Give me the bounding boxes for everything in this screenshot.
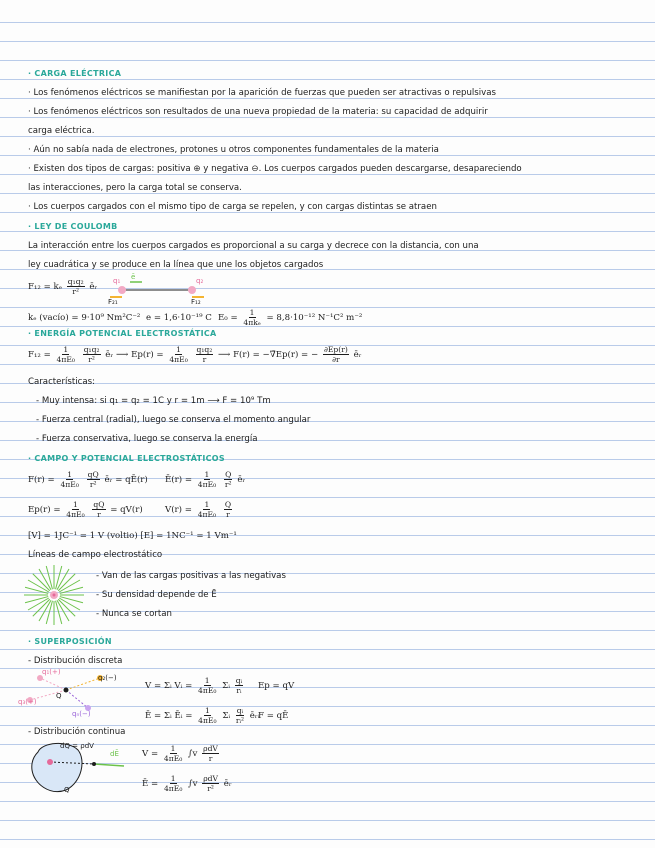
- list-item: - Su densidad depende de Ē: [96, 590, 217, 600]
- numerator: 1: [73, 500, 78, 509]
- denominator: 4πE₀: [169, 355, 188, 364]
- label-qn: qₙ(−): [72, 710, 91, 718]
- denominator: 4πE₀: [56, 355, 75, 364]
- section-title-energia: · ENERGÍA POTENCIAL ELECTROSTÁTICA: [28, 329, 217, 338]
- denominator: r: [208, 754, 213, 763]
- denominator: ∂r: [332, 355, 340, 364]
- integral-symbol: ∫v: [188, 749, 198, 759]
- lineas-title: Líneas de campo electrostático: [28, 550, 163, 560]
- field-line: [25, 597, 48, 603]
- field-line: [46, 601, 52, 624]
- numerator: ∂Ep(r): [323, 345, 348, 354]
- units-line: [V] = 1JC⁻¹ = 1 V (voltio) [E] = 1NC⁻¹ = 1 Vm⁻¹: [28, 531, 237, 541]
- formula-tail: ēᵣ: [89, 282, 98, 292]
- fraction: [163, 774, 183, 793]
- formula-lhs: Ē(r) =: [165, 475, 193, 485]
- denominator: 4πE₀: [60, 480, 79, 489]
- section-title-superposicion: · SUPERPOSICIÓN: [28, 637, 112, 646]
- label-q: Q: [56, 692, 62, 700]
- charge-q2: [188, 286, 196, 294]
- formula-tail: ēᵣ: [223, 779, 232, 789]
- numerator: 1: [204, 676, 210, 685]
- fraction: [56, 345, 76, 364]
- denominator: r²: [207, 784, 214, 793]
- numerator: 1: [63, 345, 69, 354]
- field-line: [56, 566, 62, 589]
- fraction: [224, 500, 232, 519]
- discrete-field-formula: [145, 706, 260, 725]
- numerator: 1: [67, 470, 73, 479]
- label-f12: F₁₂: [191, 298, 201, 306]
- numerator: qᵢ: [236, 706, 244, 715]
- charge-q1: [118, 286, 126, 294]
- label-q1: q₁: [113, 277, 121, 285]
- numerator: 1: [204, 470, 210, 479]
- continuous-potential-formula: [142, 744, 221, 763]
- campo-potential-formula: [165, 500, 234, 519]
- denominator: 4πE₀: [197, 480, 217, 489]
- text-line: ley cuadrática y se produce en la línea que une los objetos cargados: [28, 260, 324, 270]
- sum-symbol: Σᵢ: [222, 711, 231, 721]
- fraction: [163, 744, 183, 763]
- ep-relation: Ep = qV: [258, 681, 295, 691]
- campo-field-formula: [165, 470, 245, 489]
- label-q3: q₃(+): [18, 698, 37, 706]
- section-title-coulomb: · LEY DE COULOMB: [28, 222, 118, 231]
- section-title-carga: · CARGA ELÉCTRICA: [28, 69, 122, 78]
- fraction: [87, 470, 100, 489]
- denominator: 4πE₀: [66, 510, 85, 519]
- formula-lhs: V =: [142, 749, 159, 759]
- text-line: las interacciones, pero la carga total se conserva.: [28, 183, 242, 193]
- text-line: · Aún no sabía nada de electrones, protones u otros componentes fundamentales de la materia: [28, 145, 439, 155]
- fraction: [59, 470, 79, 489]
- field-line: [60, 587, 83, 593]
- text-line: La interacción entre los cuerpos cargados es proporcional a su carga y decrece con la distancia, con una: [28, 241, 479, 251]
- label-de: dĒ: [110, 750, 119, 758]
- campo-force-formula: [28, 470, 148, 489]
- fraction: [67, 277, 85, 296]
- denominator: r: [226, 510, 230, 519]
- integral-symbol: ∫v: [188, 779, 198, 789]
- formula-lhs: Ē =: [142, 779, 159, 789]
- numerator: 1: [204, 500, 210, 509]
- numerator: qᵢ: [235, 676, 243, 685]
- eps-value: = 8,8·10⁻¹² N⁻¹C² m⁻²: [266, 313, 363, 323]
- list-item: - Muy intensa: si q₁ = q₂ = 1C y r = 1m ⟶ F = 10⁹ Tm: [36, 396, 271, 406]
- label-big-q: Q: [64, 786, 70, 794]
- denominator: 4πE₀: [198, 716, 217, 725]
- formula-lhs: V(r) =: [165, 505, 192, 515]
- fraction: [197, 706, 217, 725]
- formula-lhs: Ep(r) =: [28, 505, 61, 515]
- numerator: ρdV: [203, 774, 218, 783]
- fraction: [235, 706, 245, 725]
- formula-lhs: V = Σᵢ Vᵢ =: [145, 681, 193, 691]
- denominator: 4πE₀: [163, 784, 183, 793]
- fraction: [202, 774, 219, 793]
- formula-lhs: F₁₂ =: [28, 350, 51, 360]
- numerator: 1: [170, 744, 176, 753]
- continuous-field-formula: [142, 774, 232, 793]
- fraction: [196, 345, 214, 364]
- list-item: - Fuerza conservativa, luego se conserva la energía: [36, 434, 258, 444]
- field-line: [60, 597, 83, 603]
- formula-lhs: Ē = Σᵢ Ēᵢ =: [145, 711, 193, 721]
- numerator: Q: [224, 500, 232, 509]
- campo-energy-formula: [28, 500, 143, 519]
- denominator: 4πE₀: [197, 510, 217, 519]
- text-line: carga eléctrica.: [28, 126, 95, 136]
- text-line: · Los fenómenos eléctricos son resultados de una nueva propiedad de la materia: su capacidad de adquirir: [28, 107, 488, 117]
- denominator: r: [97, 510, 101, 519]
- formula-tail: ēᵣᵢ: [249, 711, 260, 721]
- list-item: - Nunca se cortan: [96, 609, 172, 619]
- coulomb-formula: [28, 277, 97, 296]
- formula-tail: ēᵣ: [353, 350, 362, 360]
- numerator: 1: [170, 774, 176, 783]
- formula-lhs: F(r) =: [28, 475, 55, 485]
- eps-lhs: E₀ =: [218, 313, 238, 323]
- text-line: · Los fenómenos eléctricos se manifiestan por la aparición de fuerzas que pueden ser atractivas o repulsivas: [28, 88, 496, 98]
- force-relation: F = qĒ: [258, 711, 289, 721]
- formula-tail: ēᵣ ⟶ Ep(r) =: [105, 350, 164, 360]
- denominator: rᵢ²: [235, 716, 245, 725]
- formula-tail: = qV(r): [110, 505, 143, 515]
- numerator: 1: [176, 345, 181, 354]
- energia-formula: [28, 345, 362, 364]
- numerator: qQ: [93, 500, 105, 509]
- section-title-campo: · CAMPO Y POTENCIAL ELECTROSTÁTICOS: [28, 454, 225, 463]
- list-item: - Fuerza central (radial), luego se conserva el momento angular: [36, 415, 311, 425]
- denominator: r²: [72, 287, 80, 296]
- fraction: [202, 744, 219, 763]
- fraction: [224, 470, 233, 489]
- denominator: 4πkₑ: [243, 318, 261, 327]
- numerator: 1: [249, 308, 255, 317]
- fraction: [92, 500, 105, 519]
- field-line: [46, 566, 52, 589]
- numerator: q₁q₂: [83, 345, 100, 354]
- constant-ke: kₑ (vacío) = 9·10⁹ Nm²C⁻²: [28, 313, 141, 323]
- denominator: 4πE₀: [198, 686, 217, 695]
- denominator: r²: [89, 480, 97, 489]
- denominator: r²: [88, 355, 95, 364]
- list-item: - Van de las cargas positivas a las negativas: [96, 571, 286, 581]
- fraction: [242, 308, 261, 327]
- formula-lhs: F₁₂ = kₑ: [28, 282, 63, 292]
- field-line: [25, 587, 48, 593]
- fraction: [83, 345, 101, 364]
- numerator: ρdV: [203, 744, 218, 753]
- label-unit-vector: ē: [131, 273, 136, 281]
- fraction: [323, 345, 349, 364]
- denominator: rᵢ: [236, 686, 242, 695]
- label-q1: q₁(+): [42, 668, 61, 676]
- sum-symbol: Σᵢ: [222, 681, 230, 691]
- text-line: · Existen dos tipos de cargas: positiva ⊕ y negativa ⊖. Los cuerpos cargados pueden descargarse, desapareciendo: [28, 164, 522, 174]
- fraction: [168, 345, 188, 364]
- label-q2: q₂(−): [98, 674, 117, 682]
- numerator: q₁q₂: [196, 345, 213, 354]
- constant-e: e = 1,6·10⁻¹⁹ C: [146, 313, 212, 323]
- fraction: [197, 470, 217, 489]
- label-f21: F₂₁: [108, 298, 118, 306]
- field-lines-diagram: [22, 563, 86, 627]
- numerator: 1: [204, 706, 210, 715]
- fraction: [65, 500, 85, 519]
- label-dq: dQ = ρdV: [60, 742, 94, 750]
- numerator: qQ: [87, 470, 99, 479]
- fraction: [197, 676, 217, 695]
- formula-tail: ⟶ F(r) = −∇̄Ep(r) = −: [218, 350, 319, 360]
- discreta-title: - Distribución discreta: [28, 656, 123, 666]
- denominator: 4πE₀: [163, 754, 183, 763]
- denominator: r: [202, 355, 207, 364]
- fraction: [235, 676, 243, 695]
- text-line: · Los cuerpos cargados con el mismo tipo de carga se repelen, y con cargas distintas se atraen: [28, 202, 437, 212]
- caracteristicas-title: Características:: [28, 377, 95, 387]
- field-line: [56, 601, 62, 624]
- denominator: r²: [224, 480, 232, 489]
- discrete-potential-formula: [145, 676, 245, 695]
- numerator: q₁q₂: [67, 277, 84, 286]
- formula-tail: ēᵣ = qĒ(r): [104, 475, 148, 485]
- constant-eps: [218, 308, 362, 327]
- formula-tail: ēᵣ: [237, 475, 246, 485]
- numerator: Q: [225, 470, 232, 479]
- label-q2: q₂: [196, 277, 204, 285]
- fraction: [197, 500, 217, 519]
- continua-title: - Distribución continua: [28, 727, 126, 737]
